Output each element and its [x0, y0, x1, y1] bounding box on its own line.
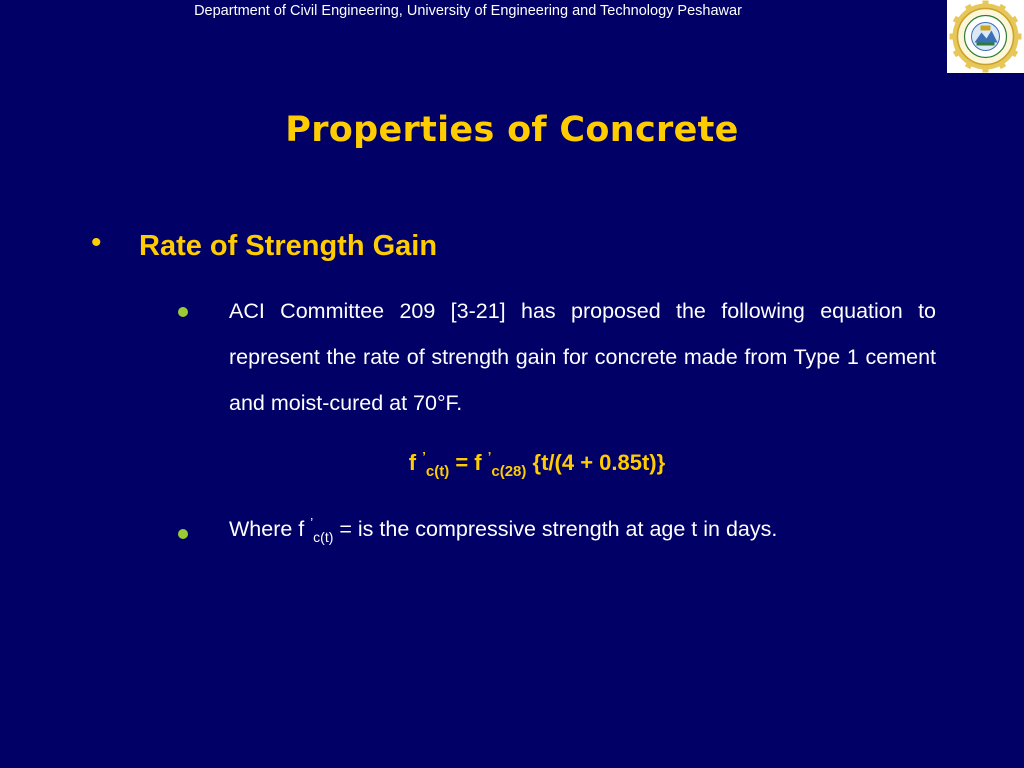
strength-equation — [0, 449, 1024, 480]
where-sub: c(t) — [313, 529, 334, 545]
slide-title: Properties of Concrete — [285, 110, 739, 150]
bullet-paragraph: ACI Committee 209 [3-21] has proposed the following equation to represent the rate of strength gain for concrete made from Type 1 cement and moist-cured at 70°F. — [229, 299, 936, 415]
eq-lhs-prime: ’ — [422, 449, 426, 464]
where-prime: ’ — [310, 515, 314, 530]
where-suffix: = is the compressive strength at age t in days. — [339, 517, 778, 541]
eq-rhs-prime: ’ — [487, 449, 492, 464]
level2-bullet-icon — [178, 307, 188, 317]
university-logo — [947, 0, 1024, 73]
where-prefix: Where f — [229, 517, 305, 541]
department-header: Department of Civil Engineering, University of Engineering and Technology Peshawar — [194, 3, 742, 19]
eq-lhs-base: f — [408, 450, 417, 475]
where-definition — [229, 515, 778, 545]
eq-rhs-sub: c(28) — [491, 463, 527, 480]
eq-equals: = f — [455, 450, 482, 475]
eq-rhs-rest: {t/(4 + 0.85t)} — [532, 450, 666, 475]
level2-bullet-icon — [178, 529, 188, 539]
bullet-heading: Rate of Strength Gain — [139, 230, 438, 262]
seal-icon — [947, 0, 1024, 73]
level1-bullet-icon: • — [91, 226, 102, 259]
eq-lhs-sub: c(t) — [425, 463, 450, 480]
